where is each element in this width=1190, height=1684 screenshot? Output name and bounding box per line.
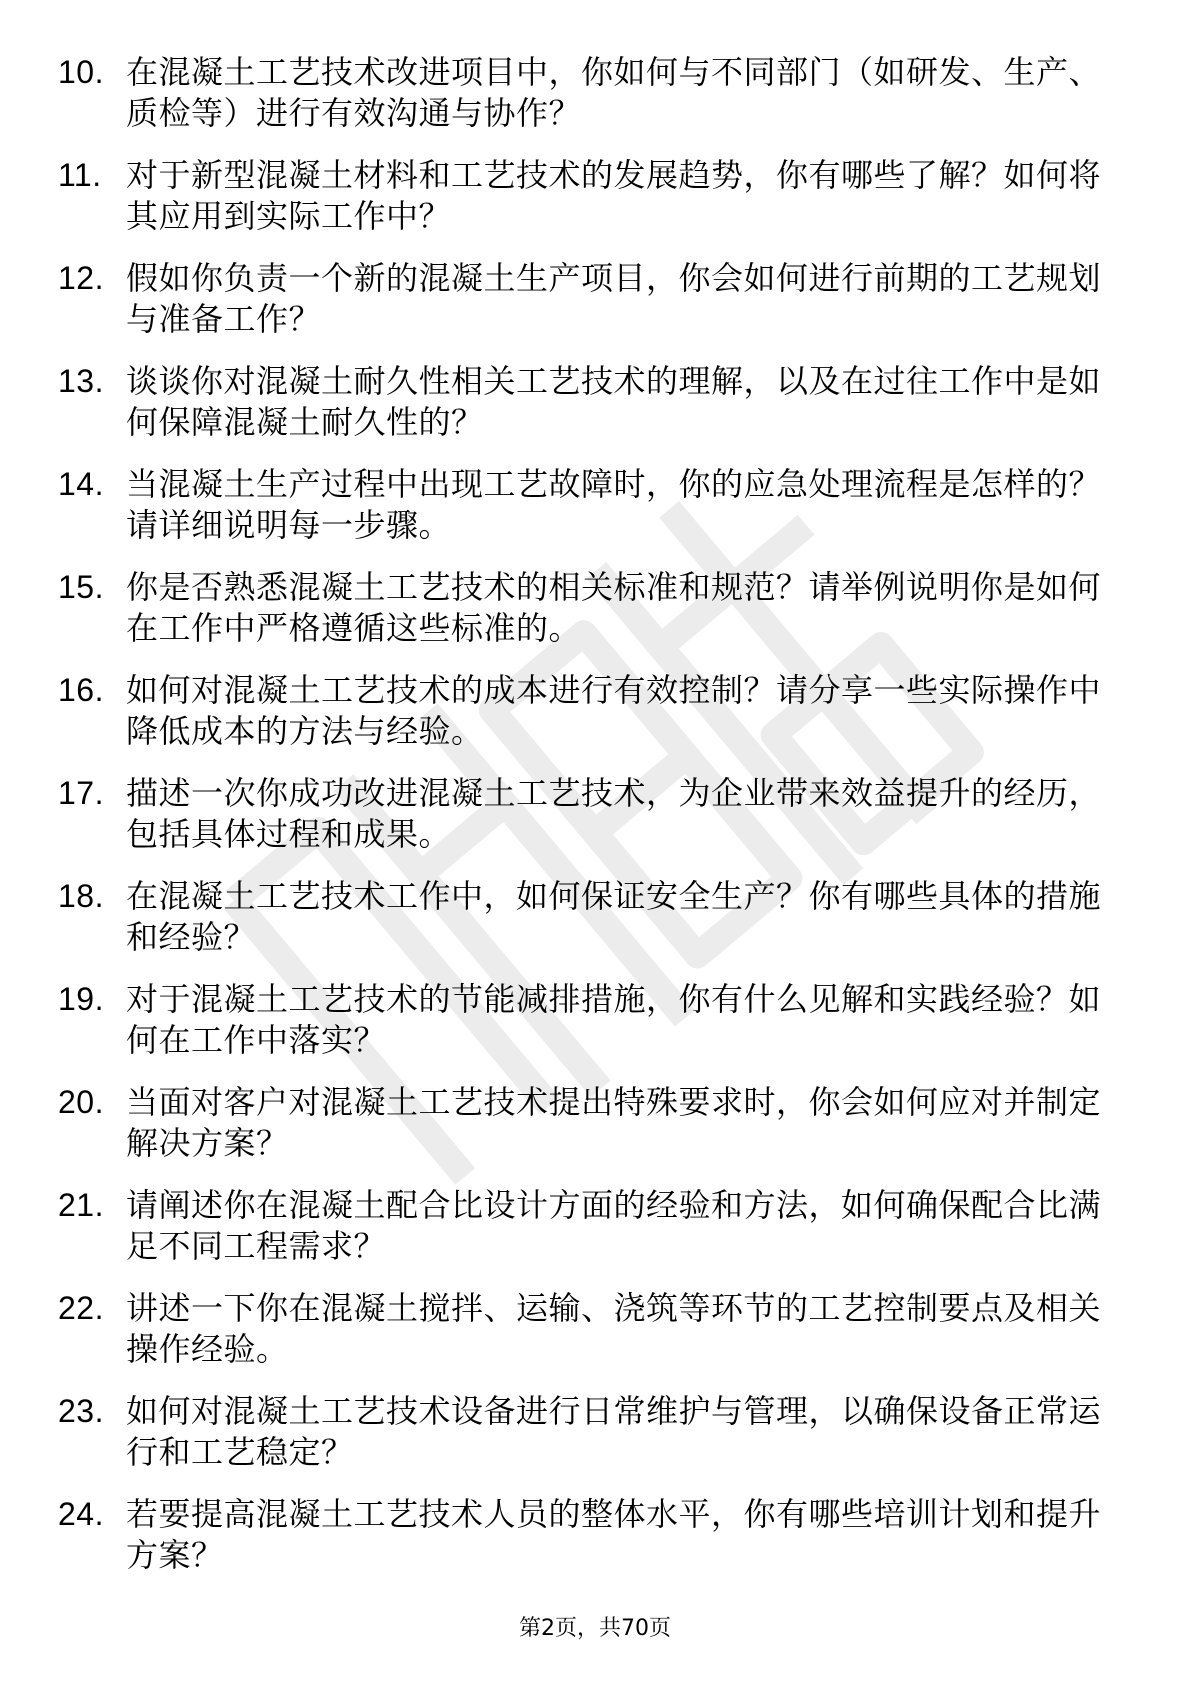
list-item [58,670,1108,752]
question-text: 谈谈你对混凝土耐久性相关工艺技术的理解，以及在过往工作中是如何保障混凝土耐久性的？ [126,362,1102,441]
question-number: 17. [58,775,104,811]
list-item [58,258,1108,340]
question-list [58,52,1108,1597]
question-number: 22. [58,1290,104,1326]
question-number: 24. [58,1496,104,1532]
question-text: 对于混凝土工艺技术的节能减排措施，你有什么见解和实践经验？如何在工作中落实？ [126,980,1102,1059]
list-item [58,1288,1108,1370]
question-text: 假如你负责一个新的混凝土生产项目，你会如何进行前期的工艺规划与准备工作？ [126,259,1102,338]
page-footer [0,1615,1190,1643]
list-item [58,464,1108,546]
page-number-label: 第2页，共70页 [519,1616,671,1641]
question-number: 15. [58,569,104,605]
question-text: 描述一次你成功改进混凝土工艺技术，为企业带来效益提升的经历，包括具体过程和成果。 [126,774,1102,853]
question-number: 10. [58,54,104,90]
question-text: 讲述一下你在混凝土搅拌、运输、浇筑等环节的工艺控制要点及相关操作经验。 [126,1289,1102,1368]
question-number: 18. [58,878,104,914]
question-number: 20. [58,1084,104,1120]
list-item [58,1391,1108,1473]
list-item [58,1494,1108,1576]
list-item [58,361,1108,443]
question-number: 12. [58,260,104,296]
question-text: 在混凝土工艺技术工作中，如何保证安全生产？你有哪些具体的措施和经验？ [126,877,1102,956]
question-number: 14. [58,466,104,502]
question-text: 当面对客户对混凝土工艺技术提出特殊要求时，你会如何应对并制定解决方案？ [126,1083,1102,1162]
list-item [58,773,1108,855]
question-text: 若要提高混凝土工艺技术人员的整体水平，你有哪些培训计划和提升方案？ [126,1495,1102,1574]
list-item [58,1185,1108,1267]
question-text: 在混凝土工艺技术改进项目中，你如何与不同部门（如研发、生产、质检等）进行有效沟通与协作？ [126,53,1102,132]
question-text: 如何对混凝土工艺技术的成本进行有效控制？请分享一些实际操作中降低成本的方法与经验。 [126,671,1102,750]
question-text: 当混凝土生产过程中出现工艺故障时，你的应急处理流程是怎样的？请详细说明每一步骤。 [126,465,1102,544]
list-item [58,52,1108,134]
question-number: 16. [58,672,104,708]
question-number: 19. [58,981,104,1017]
list-item [58,979,1108,1061]
question-number: 23. [58,1393,104,1429]
question-text: 你是否熟悉混凝土工艺技术的相关标准和规范？请举例说明你是如何在工作中严格遵循这些标准的。 [126,568,1102,647]
list-item [58,155,1108,237]
list-item [58,876,1108,958]
list-item [58,567,1108,649]
question-text: 对于新型混凝土材料和工艺技术的发展趋势，你有哪些了解？如何将其应用到实际工作中？ [126,156,1102,235]
question-text: 如何对混凝土工艺技术设备进行日常维护与管理，以确保设备正常运行和工艺稳定？ [126,1392,1102,1471]
question-number: 11. [58,157,102,193]
question-text: 请阐述你在混凝土配合比设计方面的经验和方法，如何确保配合比满足不同工程需求？ [126,1186,1102,1265]
question-number: 21. [58,1187,104,1223]
list-item [58,1082,1108,1164]
question-number: 13. [58,363,104,399]
